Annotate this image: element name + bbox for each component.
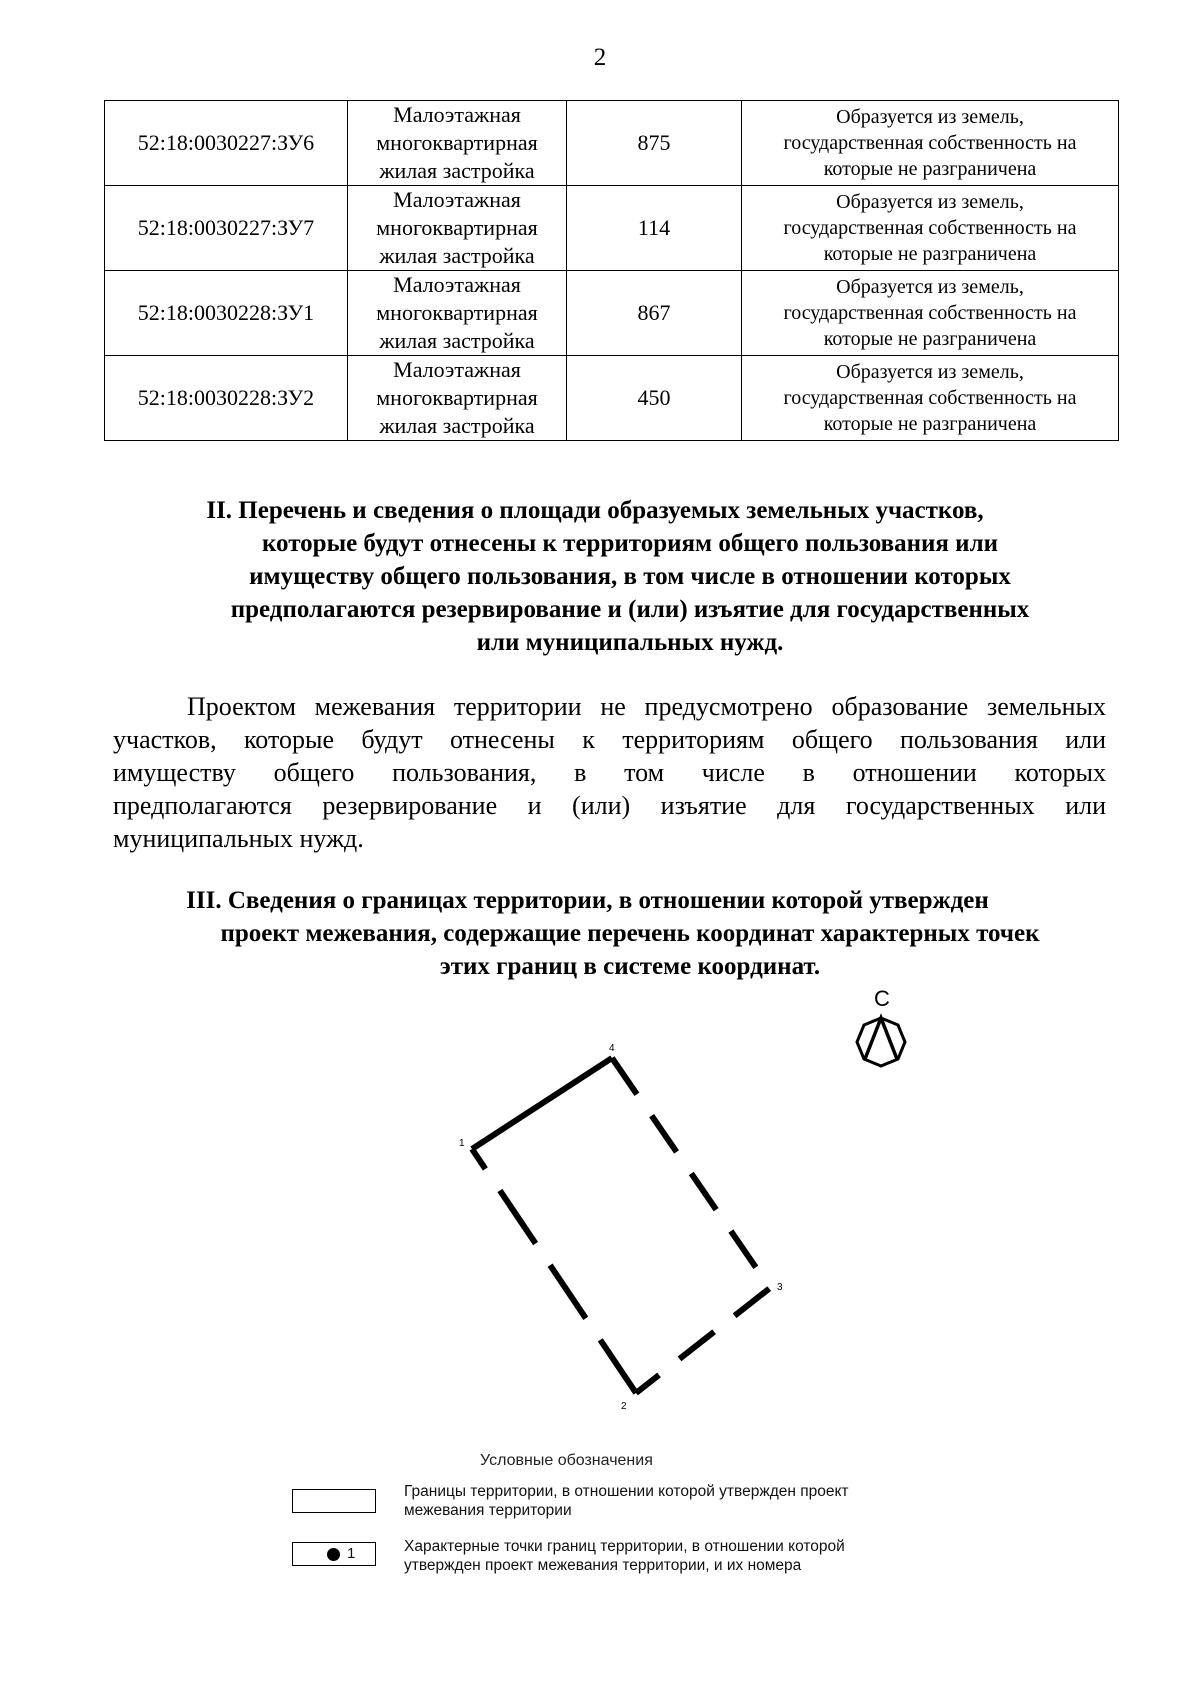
paragraph-line: участков, которые будут отнесены к территориям общего пользования или <box>113 725 1106 754</box>
note-line: государственная собственность на <box>783 302 1077 324</box>
use-line: Малоэтажная <box>393 102 521 127</box>
page-number: 2 <box>593 44 607 71</box>
boundary-edge <box>612 1058 770 1393</box>
note-line: государственная собственность на <box>783 217 1077 239</box>
heading-line: имуществу общего пользования, в том числе в отношении которых <box>249 563 1011 590</box>
area-cell: 114 <box>567 186 742 271</box>
note-line: Образуется из земель, <box>836 361 1024 383</box>
heading-line: этих границ в системе координат. <box>439 953 821 980</box>
note-line: которые не разграничена <box>823 158 1037 180</box>
heading-line: III. Сведения о границах территории, в отношении которой утвержден <box>186 887 989 914</box>
legend-text-line: Границы территории, в отношении которой утвержден проект <box>404 1483 849 1500</box>
point-marker-icon <box>327 1548 340 1561</box>
legend-boundary-symbol <box>292 1489 376 1513</box>
heading-line: или муниципальных нужд. <box>476 629 784 656</box>
paragraph-line: муниципальных нужд. <box>113 824 364 853</box>
note-line: которые не разграничена <box>823 413 1037 435</box>
point-label: 3 <box>777 1282 783 1293</box>
heading-line: которые будут отнесены к территориям общего пользования или <box>261 530 999 557</box>
legend-points-text <box>404 1537 924 1575</box>
heading-line: предполагаются резервирование и (или) изъятие для государственных <box>230 596 1030 623</box>
plot-id-cell: 52:18:0030228:ЗУ2 <box>105 356 348 441</box>
legend-title: Условные обозначения <box>480 1452 653 1469</box>
use-line: Малоэтажная <box>393 357 521 382</box>
use-line: жилая застройка <box>379 413 535 438</box>
legend-point-symbol <box>292 1542 376 1566</box>
note-line: которые не разграничена <box>823 243 1037 265</box>
legend-text-line: Характерные точки границ территории, в отношении которой <box>404 1538 845 1555</box>
use-line: многоквартирная <box>376 385 538 410</box>
paragraph-line: предполагаются резервирование и (или) изъятие для государственных или <box>113 791 1106 820</box>
boundary-edge <box>472 1058 612 1149</box>
north-label: С <box>874 986 890 1011</box>
point-label: 1 <box>459 1138 465 1149</box>
use-line: многоквартирная <box>376 300 538 325</box>
plot-id-cell: 52:18:0030227:ЗУ7 <box>105 186 348 271</box>
point-marker-number: 1 <box>347 1545 356 1562</box>
use-line: жилая застройка <box>379 158 535 183</box>
note-line: государственная собственность на <box>783 132 1077 154</box>
point-label: 2 <box>621 1401 627 1412</box>
use-line: Малоэтажная <box>393 187 521 212</box>
note-line: которые не разграничена <box>823 328 1037 350</box>
note-line: Образуется из земель, <box>836 191 1024 213</box>
paragraph-line: Проектом межевания территории не предусмотрено образование земельных <box>187 692 1106 721</box>
use-line: Малоэтажная <box>393 272 521 297</box>
boundary-edge <box>472 1149 636 1393</box>
use-line: многоквартирная <box>376 215 538 240</box>
note-line: Образуется из земель, <box>836 276 1024 298</box>
legend-boundary-text <box>404 1482 924 1520</box>
use-line: жилая застройка <box>379 243 535 268</box>
note-line: Образуется из земель, <box>836 106 1024 128</box>
area-cell: 875 <box>567 101 742 186</box>
use-line: многоквартирная <box>376 130 538 155</box>
paragraph-line: имуществу общего пользования, в том числе в отношении которых <box>113 758 1106 787</box>
plot-id-cell: 52:18:0030228:ЗУ1 <box>105 271 348 356</box>
heading-line: II. Перечень и сведения о площади образуемых земельных участков, <box>206 497 984 524</box>
point-label: 4 <box>609 1043 615 1054</box>
legend-text-line: межевания территории <box>404 1502 572 1519</box>
north-arrow-icon <box>857 1018 905 1066</box>
area-cell: 867 <box>567 271 742 356</box>
legend-text-line: утвержден проект межевания территории, и их номера <box>404 1557 802 1574</box>
area-cell: 450 <box>567 356 742 441</box>
plot-id-cell: 52:18:0030227:ЗУ6 <box>105 101 348 186</box>
note-line: государственная собственность на <box>783 387 1077 409</box>
heading-line: проект межевания, содержащие перечень координат характерных точек <box>220 920 1040 947</box>
boundary-outline <box>472 1058 770 1393</box>
use-line: жилая застройка <box>379 328 535 353</box>
